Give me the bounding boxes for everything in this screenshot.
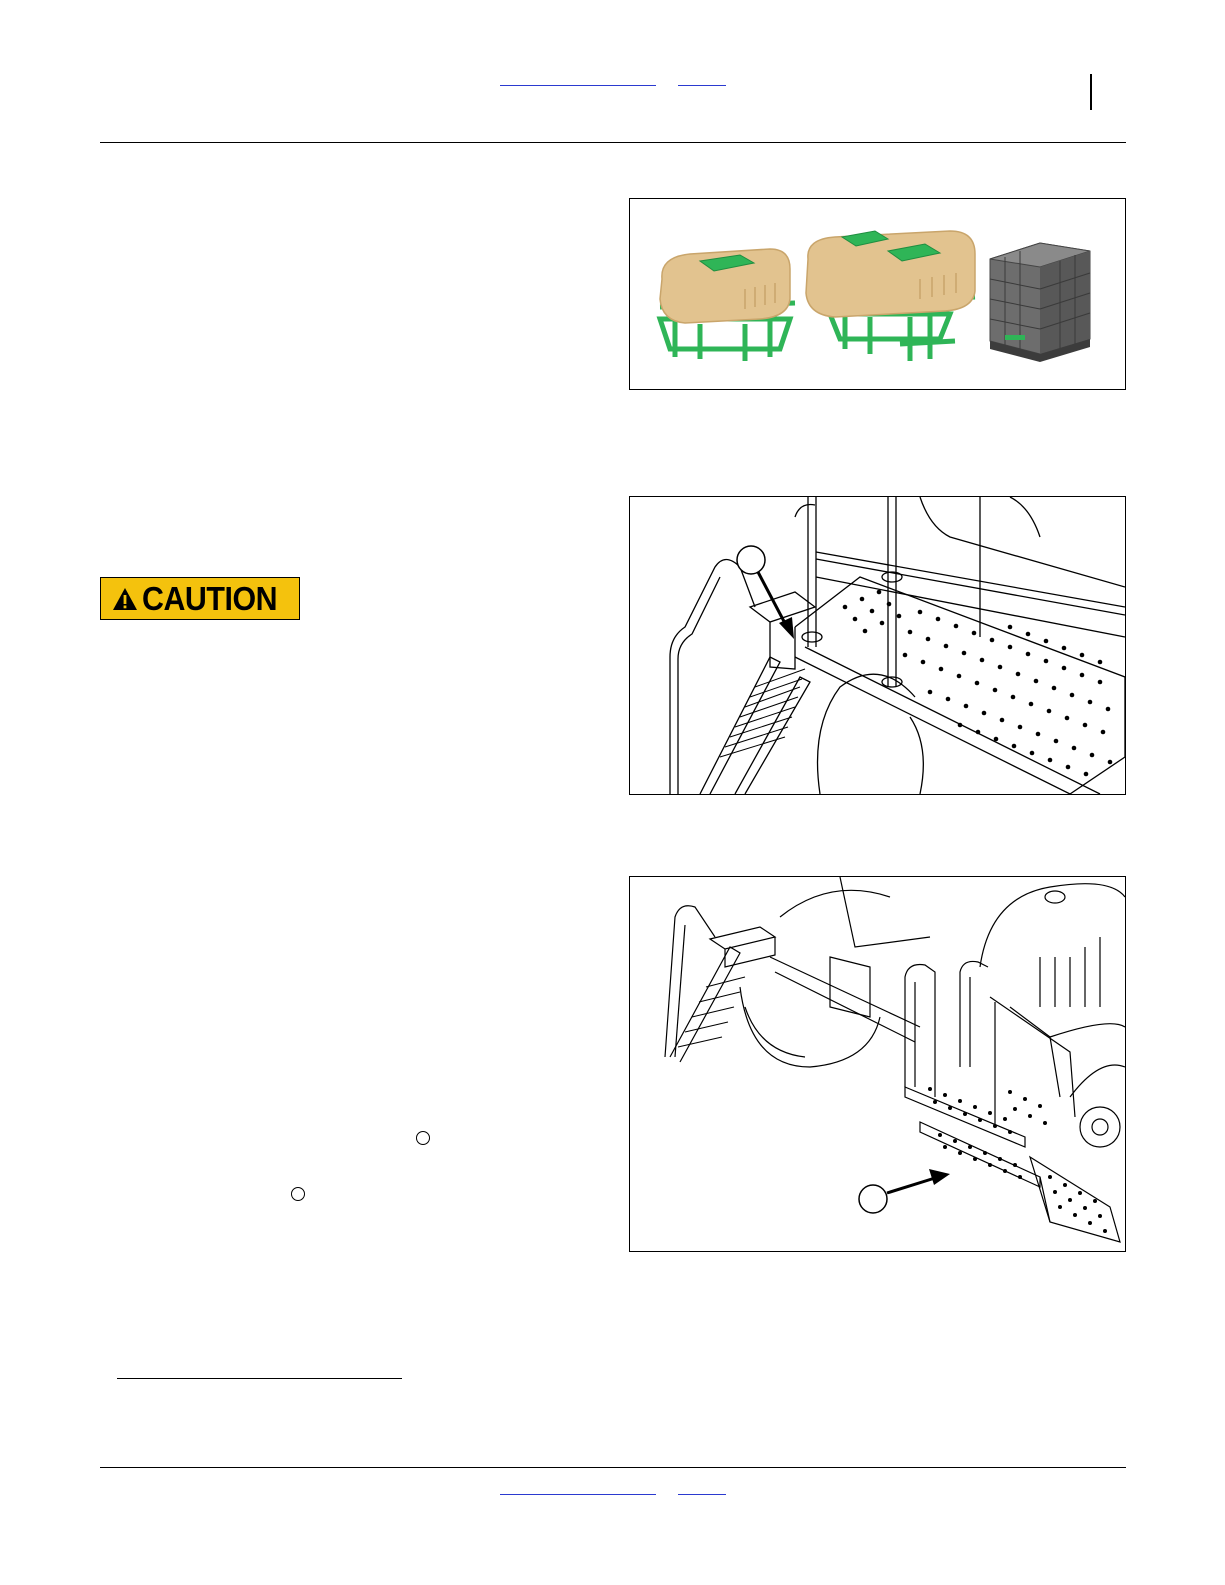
- header-link-1[interactable]: [500, 85, 656, 86]
- caution-label: [100, 577, 300, 620]
- footnote-rule: [117, 1378, 402, 1379]
- caution-text: CAUTION: [141, 580, 277, 617]
- footer-rule: [100, 1467, 1126, 1468]
- platform-stairs-illustration: [630, 497, 1125, 794]
- callout-circle-icon: [737, 546, 765, 574]
- large-tank-illustration: [806, 231, 975, 361]
- tote-container-illustration: [990, 243, 1090, 362]
- figure-platform-stairs: [629, 496, 1126, 795]
- footer-link-2[interactable]: [678, 1494, 726, 1495]
- small-tank-illustration: [660, 249, 795, 361]
- step-platform-illustration: [630, 877, 1125, 1251]
- footer-link-1[interactable]: [500, 1494, 656, 1495]
- callout-circle-icon: [416, 1131, 430, 1145]
- callout-circle-icon: [859, 1185, 887, 1213]
- callout-circle-icon: [291, 1187, 305, 1201]
- change-bar: [1090, 74, 1092, 110]
- figure-step-platform: [629, 876, 1126, 1252]
- tank-options-illustration: [630, 199, 1125, 389]
- header-rule: [100, 142, 1126, 143]
- figure-tank-options: [629, 198, 1126, 390]
- warning-triangle-icon: [112, 586, 138, 612]
- header-link-2[interactable]: [678, 85, 726, 86]
